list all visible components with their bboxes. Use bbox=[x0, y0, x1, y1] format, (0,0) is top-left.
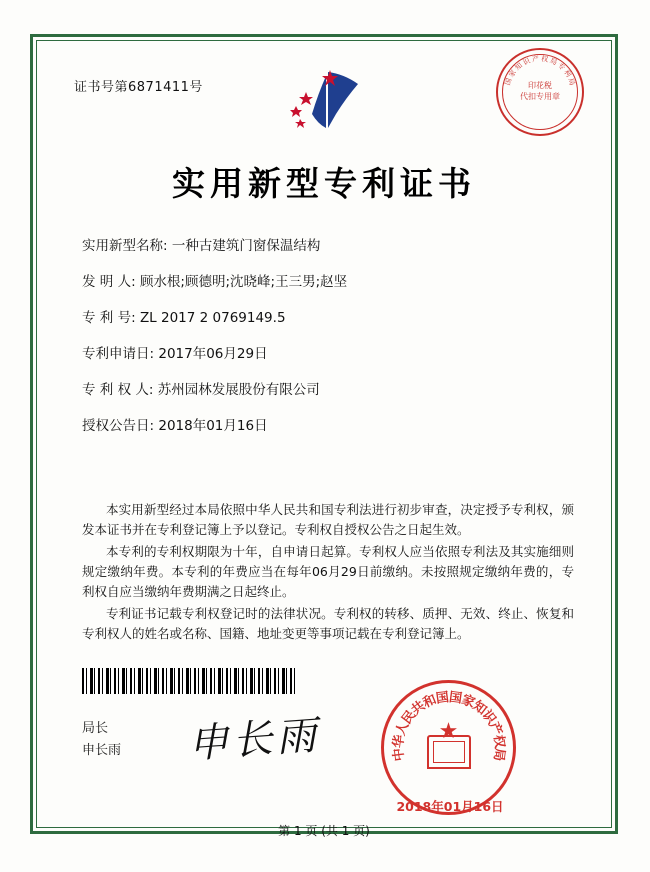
seal-date: 2018年01月16日 bbox=[396, 799, 504, 814]
field-row-application-date bbox=[82, 344, 582, 364]
field-label-inventors: 发 明 人: bbox=[82, 274, 136, 290]
director-title-label: 局长 bbox=[82, 721, 109, 736]
page-title: 实用新型专利证书 bbox=[172, 164, 476, 203]
field-row-inventors bbox=[82, 272, 582, 292]
director-name-label: 申长雨 bbox=[82, 743, 122, 758]
handwritten-signature: 申长雨 bbox=[186, 712, 322, 768]
field-label-patent-number: 专 利 号: bbox=[82, 310, 136, 326]
field-label-application-date: 专利申请日: bbox=[82, 346, 155, 362]
field-value-application-date: 2017年06月29日 bbox=[158, 346, 268, 362]
certificate-content bbox=[36, 40, 612, 838]
field-row-patent-number bbox=[82, 308, 582, 328]
field-value-inventors: 顾水根;顾德明;沈晓峰;王三男;赵坚 bbox=[139, 274, 348, 290]
barcode bbox=[82, 668, 297, 694]
body-paragraph-3: 专利证书记载专利权登记时的法律状况。专利权的转移、质押、无效、终止、恢复和专利权人的姓名或名称、国籍、地址变更等事项记载在专利登记簿上。 bbox=[82, 606, 574, 641]
field-row-patentee bbox=[82, 380, 582, 400]
seal-center-line-2: 代扣专用章 bbox=[520, 92, 560, 101]
field-row-invention-name bbox=[82, 236, 582, 256]
seal-arc-text: 国 家 知 识 产 权 局 专 利 局 bbox=[503, 54, 577, 87]
field-value-patentee: 苏州园林发展股份有限公司 bbox=[157, 382, 320, 398]
body-paragraph-1: 本实用新型经过本局依照中华人民共和国专利法进行初步审查，决定授予专利权，颁发本证书并在专利登记簿上予以登记。专利权自授权公告之日起生效。 bbox=[82, 502, 574, 537]
field-label-patentee: 专 利 权 人: bbox=[82, 382, 154, 398]
patent-office-logo-icon bbox=[266, 62, 396, 132]
body-paragraph-2: 本专利的专利权期限为十年，自申请日起算。专利权人应当依照专利法及其实施细则规定缴纳年费。本专利的年费应当在每年06月29日前缴纳。未按照规定缴纳年费的，专利权自应当缴纳年费期满之日起终止。 bbox=[82, 544, 574, 599]
national-emblem-icon bbox=[427, 735, 471, 769]
patent-fields bbox=[82, 236, 582, 452]
certificate-number: 证书号第6871411号 bbox=[74, 80, 203, 95]
signature-block bbox=[82, 718, 121, 762]
page-number-footer: 第 1 页 (共 1 页) bbox=[278, 824, 370, 838]
field-row-grant-date bbox=[82, 416, 582, 436]
field-label-grant-date: 授权公告日: bbox=[82, 418, 155, 434]
star-icon: ★ bbox=[438, 719, 459, 744]
official-red-seal bbox=[381, 680, 516, 815]
field-value-invention-name: 一种古建筑门窗保温结构 bbox=[171, 238, 321, 254]
field-value-patent-number: ZL 2017 2 0769149.5 bbox=[139, 310, 286, 326]
field-label-invention-name: 实用新型名称: bbox=[82, 238, 168, 254]
seal-center-line-1: 印花税 bbox=[528, 81, 552, 90]
official-seal-arc-text: 中 华 人 民 共 和 国 国 家 知 识 产 权 局 bbox=[390, 689, 507, 762]
field-value-grant-date: 2018年01月16日 bbox=[158, 418, 268, 434]
tax-stamp-seal bbox=[496, 48, 584, 136]
seal-center-text bbox=[516, 80, 564, 102]
certificate-body bbox=[82, 500, 574, 646]
